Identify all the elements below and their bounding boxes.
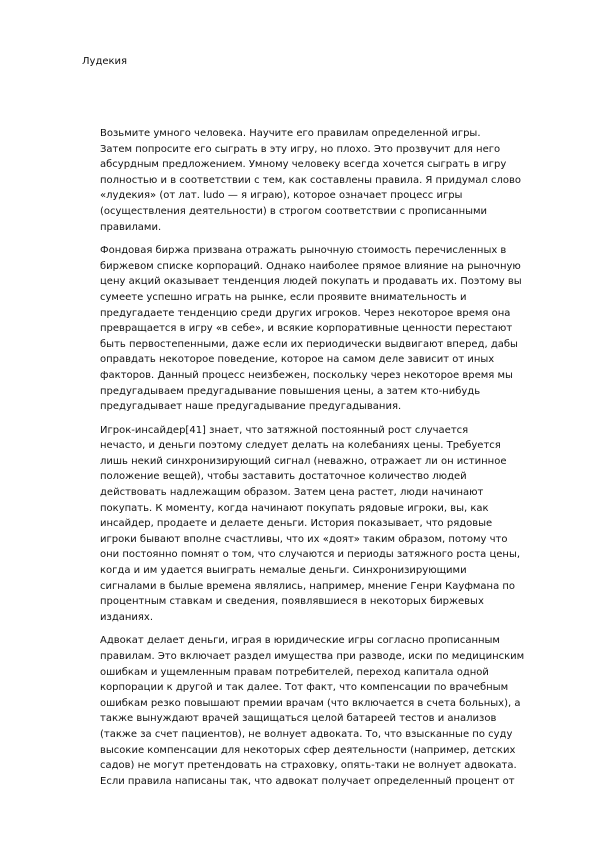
text-line: превращается в игру «в себе», и всякие корпоративные ценности перестают — [100, 323, 513, 335]
text-line: также вынуждают врачей защищаться целой батареей тестов и анализов — [100, 713, 497, 725]
text-line: сигналами в былые времена являлись, например, мнение Генри Кауфмана по — [100, 580, 516, 592]
text-line: высокие компенсации для некоторых сфер деятельности (например, детских — [100, 744, 516, 756]
text-line: положение вещей), чтобы заставить достаточное количество людей — [100, 471, 467, 483]
text-line: действовать надлежащим образом. Затем цена растет, люди начинают — [100, 487, 484, 499]
text-line: предугадаете тенденцию среди других игроков. Через некоторое время она — [100, 307, 511, 319]
text-line: предугадываем предугадывание повышения цены, а затем кто-нибудь — [100, 385, 481, 397]
text-line: (также за счет пациентов), не волнует адвоката. То, что взысканные по суду — [100, 728, 513, 740]
text-line: они постоянно помнят о том, что случаются и периоды затяжного роста цены, — [100, 549, 521, 561]
text-line: «лудекия» (от лат. ludo — я играю), которое означает процесс игры — [100, 190, 463, 202]
paragraph-3 — [82, 423, 552, 626]
text-line: факторов. Данный процесс неизбежен, поскольку через некоторое время мы — [100, 369, 513, 381]
text-line: оправдать некоторое поведение, которое на самом деле зависит от иных — [100, 354, 495, 366]
text-line: корпорации к другой и так далее. Тот факт, что компенсации по врачебным — [100, 682, 509, 694]
text-line: биржевом списке корпораций. Однако наиболее прямое влияние на рыночную — [100, 260, 521, 272]
text-line: Адвокат делает деньги, играя в юридические игры согласно прописанным — [100, 635, 500, 647]
text-line: полностью и в соответствии с тем, как составлены правила. Я придумал слово — [100, 174, 522, 186]
text-line: процентным ставкам и сведения, появлявшиеся в некоторых биржевых — [100, 596, 484, 608]
text-line: изданиях. — [100, 611, 154, 623]
text-line: нечасто, и деньги поэтому следует делать на колебаниях цены. Требуется — [100, 440, 501, 452]
text-line: покупать. К моменту, когда начинают покупать рядовые игроки, вы, как — [100, 502, 489, 514]
text-line: цену акций оказывает тенденция людей покупать и продавать их. Поэтому вы — [100, 276, 522, 288]
text-line: ошибкам и ущемленным правам потребителей, переход капитала одной — [100, 666, 489, 678]
text-line: игроки бывают вполне счастливы, что их «доят» таким образом, потому что — [100, 533, 508, 545]
text-line: правилами. — [100, 221, 162, 233]
text-line: предугадывает наше предугадывание предугадывания. — [100, 401, 402, 413]
document-body — [82, 126, 552, 797]
document-title: Лудекия — [82, 56, 128, 67]
text-line: абсурдным предложением. Умному человеку всегда хочется сыграть в игру — [100, 159, 507, 171]
text-line: Если правила написаны так, что адвокат получает определенный процент от — [100, 775, 515, 787]
text-line: Возьмите умного человека. Научите его правилам определенной игры. — [100, 128, 481, 139]
paragraph-4 — [82, 633, 552, 789]
text-line: Фондовая биржа призвана отражать рыночную стоимость перечисленных в — [100, 245, 507, 257]
text-line: инсайдер, продаете и делаете деньги. История показывает, что рядовые — [100, 518, 493, 530]
text-line: сумеете успешно играть на рынке, если проявите внимательность и — [100, 291, 467, 303]
text-line: (осуществления деятельности) в строгом соответствии с прописанными — [100, 205, 488, 217]
text-line: Игрок-инсайдер[41] знает, что затяжной постоянный рост случается — [100, 424, 469, 436]
text-line: садов) не могут претендовать на страховку, опять-таки не волнует адвоката. — [100, 760, 517, 772]
text-line: Затем попросите его сыграть в эту игру, но плохо. Это прозвучит для него — [100, 143, 501, 155]
text-line: быть первостепенными, даже если их периодически выдвигают вперед, дабы — [100, 338, 518, 350]
text-line: лишь некий синхронизирующий сигнал (неважно, отражает ли он истинное — [100, 455, 507, 467]
text-line: правилам. Это включает раздел имущества при разводе, иски по медицинским — [100, 651, 525, 662]
text-line: когда и им удается выиграть немалые деньги. Синхронизирующими — [100, 565, 467, 577]
text-line: ошибкам резко повышают премии врачам (что включается в счета больных), а — [100, 697, 521, 709]
paragraph-2 — [82, 243, 552, 415]
paragraph-1 — [82, 126, 552, 235]
